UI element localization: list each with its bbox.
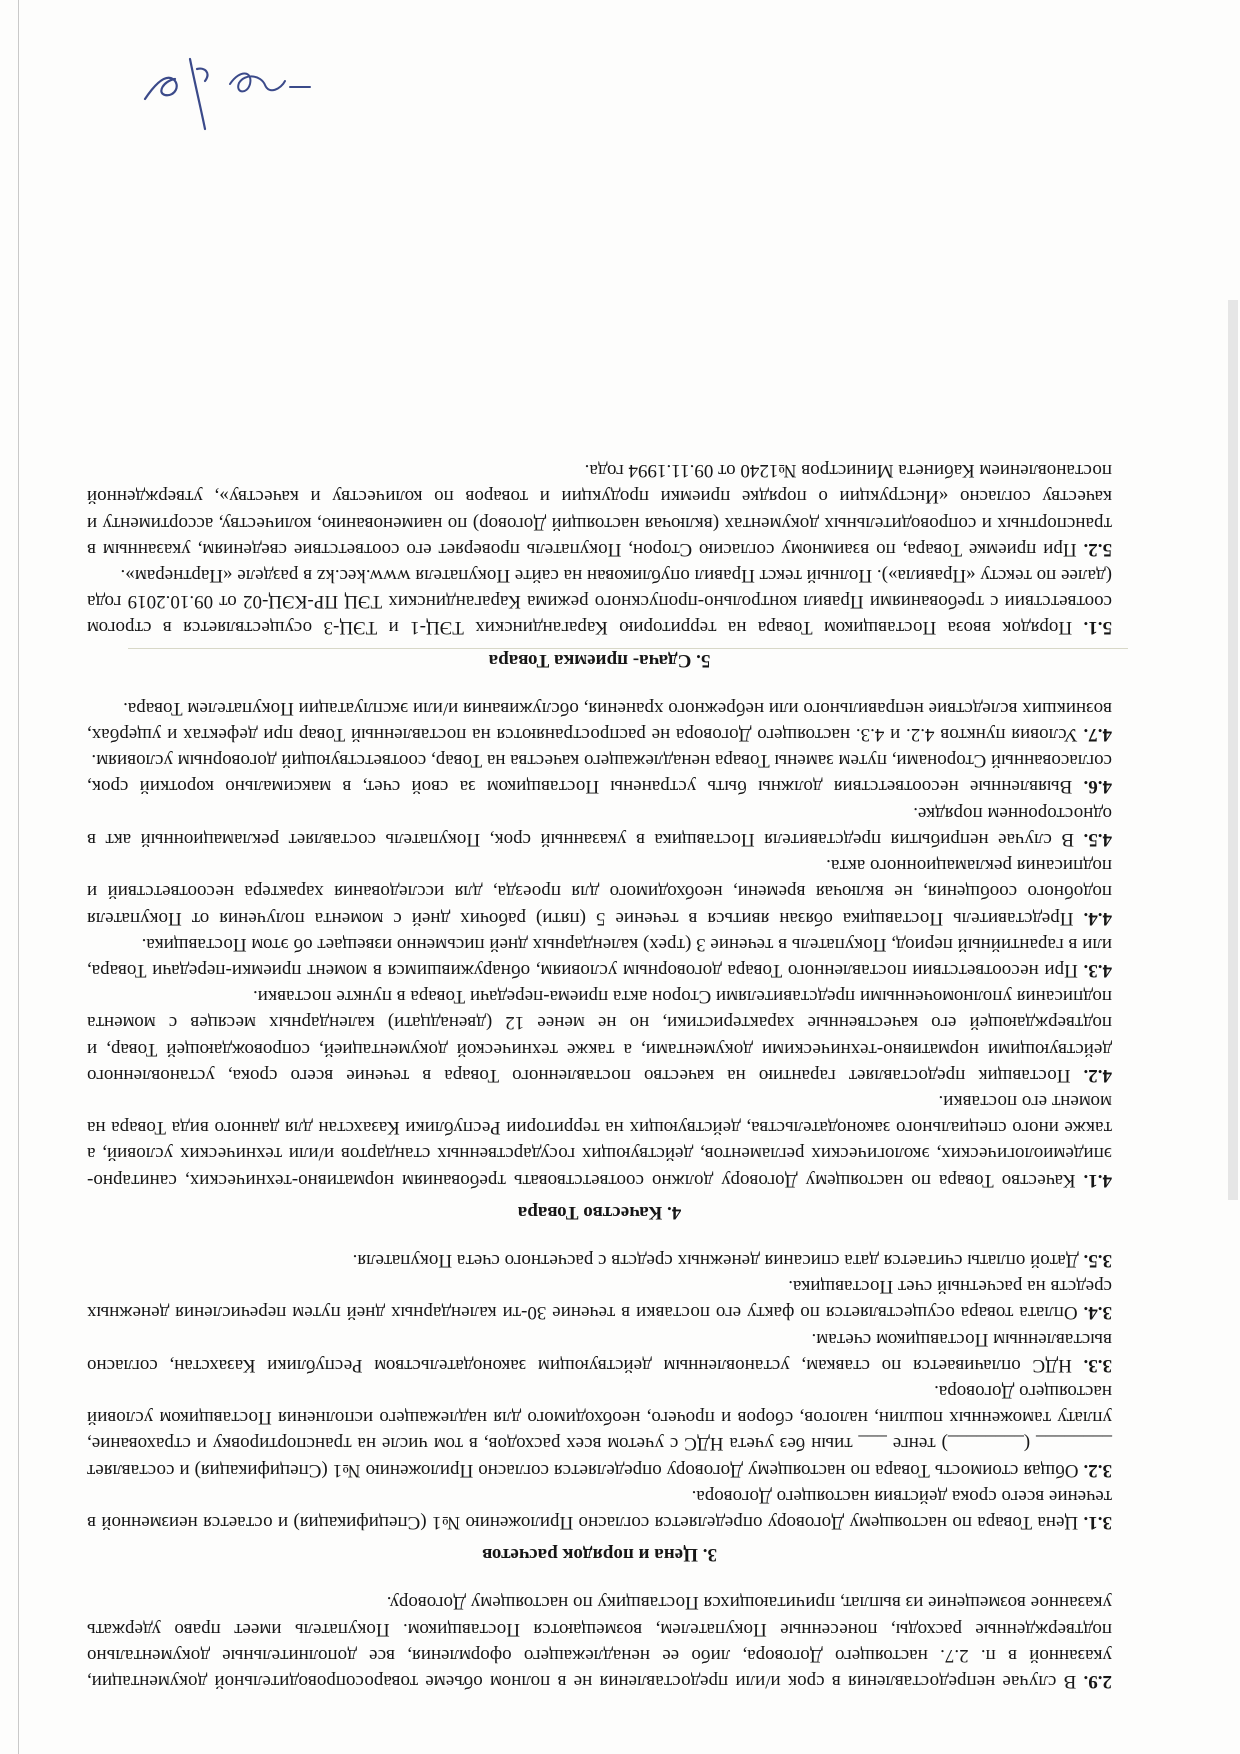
scan-fold-line (128, 648, 1128, 649)
paragraph-text: Общая стоимость Товара по настоящему Договору определяется согласно Приложению №1 (Спецификация) и составляет ________ (________) тенге ___ тиын без учета НДС с учетом всех расходов, в том числе на транспортировку и страхование, уплату таможенных пошлин, налогов, сборов и прочего, необходимого для надлежащего исполнения Поставщиком условий настоящего Договора. (87, 1380, 1112, 1481)
paragraph-text: Поставщик предоставляет гарантию на качество поставленного Товара в течение всего срока, установленного действующими нормативно-техническими документами, а также технической документацией, сопровождающей Товар, и подтверждающей его качественные характеристики, но не менее 12 (двенадцати) календарных месяцев с момента подписания уполномоченными представителями Сторон акта приема-передачи Товара в пункте поставки. (86, 986, 1112, 1086)
paragraph-5-1 (87, 562, 1112, 641)
paragraph-number: 2.9. (1083, 1671, 1112, 1692)
paragraph-number: 4.5. (1083, 828, 1112, 850)
paragraph-4-4 (87, 852, 1112, 931)
paragraph-number: 4.1. (1083, 1169, 1112, 1191)
paragraph-text: Представитель Поставщика обязан явиться в течение 5 (пяти) рабочих дней с момента получения от Покупателя подобного сообщения, не включая времени, необходимого для проезда, для исследования характера несоответствий и подписания рекламационного акта. (87, 855, 1112, 929)
paragraph-4-1 (87, 1088, 1112, 1193)
section-4-heading: 4. Качество Товара (517, 1201, 682, 1223)
paragraph-text: Оплата товара осуществляется по факту его поставки в течение 30-ти календарных дней путем перечисления денежных средств на расчетный счет Поставщика. (86, 1276, 1112, 1324)
paragraph-number: 4.4. (1083, 907, 1112, 929)
document-body (87, 457, 1112, 1694)
paragraph-number: 3.2. (1083, 1459, 1112, 1481)
paragraph-4-2 (87, 983, 1112, 1088)
paragraph-3-5 (87, 1247, 1112, 1273)
paragraph-number: 4.3. (1083, 959, 1112, 981)
paragraph-text: Датой оплаты считается дата списания денежных средств с расчетного счета Покупателя. (352, 1249, 1079, 1271)
paragraph-number: 4.2. (1083, 1064, 1112, 1086)
paragraph-number: 5.2. (1083, 538, 1112, 560)
paragraph-3-1 (87, 1483, 1112, 1535)
paragraph-text: При несоответствии поставленного Товара договорным условиям, обнаружившимся в момент приемки-передачи Товара, или в гарантийный период, Покупатель в течение 3 (трех) календарных дней письменно извещает об этом Поставщика. (86, 933, 1112, 981)
paragraph-2-9 (87, 1589, 1112, 1694)
paragraph-text: В случае непредоставления в срок и/или предоставления не в полном объеме товаросопроводительной документации, указанной в п. 2.7. настоящего Договора, либо ее ненадлежащего оформления, все дополнительные документально подтвержденные расходы, понесенные Покупателем, возмещаются Поставщиком. Покупатель имеет право удержать указанное возмещение из выплат, причитающихся Поставщику по настоящему Договору. (87, 1592, 1112, 1692)
paragraph-text: Выявленные несоответствия должны быть устранены Поставщиком за свой счет, в максимально короткий срок, согласованный Сторонами, путем замены Товара ненадлежащего качества на Товар, соответствующий договорным условиям. (87, 750, 1112, 798)
paragraph-4-3 (87, 931, 1112, 983)
paragraph-3-4 (87, 1273, 1112, 1325)
paragraph-3-3 (87, 1325, 1112, 1377)
paragraph-4-6 (87, 747, 1112, 799)
paragraph-number: 4.6. (1083, 776, 1112, 798)
paragraph-number: 3.5. (1083, 1249, 1112, 1271)
paragraph-text: При приемке Товара, по взаимному согласию Сторон, Покупатель проверяет его соответствие сведениям, указанным в транспортных и сопроводительных документах (включая настоящий Договор) по наименованию, количеству, ассортименту и качеству согласно «Инструкции о порядке приемки продукции и товаров по количеству и качеству», утвержденной постановлением Кабинета Министров №1240 от 09.11.1994 года. (87, 460, 1112, 560)
paragraph-text: В случае неприбытия представителя Поставщика в указанный срок, Покупатель составляет рекламационный акт в одностороннем порядке. (87, 802, 1112, 850)
paragraph-text: Порядок ввоза Поставщиком Товара на территорию Карагандинских ТЭЦ-1 и ТЭЦ-3 осуществляется в строгом соответствии с требованиями Правил контрольно-пропускного режима Карагандинских ТЭЦ ПР-КЭЦ-02 от 09.10.2019 года (далее по тексту «Правила»). Полный текст Правил опубликован на сайте Покупателя www.kec.kz в разделе «Партнерам». (86, 565, 1112, 639)
paragraph-text: НДС оплачивается по ставкам, установленным действующим законодательством Республики Казахстан, согласно выставленным Поставщиком счетам. (87, 1328, 1112, 1376)
paragraph-text: Качество Товара по настоящему Договору должно соответствовать требованиям нормативно-технических, санитарно-эпидемиологических, экологических регламентов, действующих государственных стандартов и/или технических условий, а также иного специального законодательства, действующих на территории Республики Казахстан для данного вида Товара на момент его поставки. (86, 1090, 1112, 1191)
paragraph-number: 4.7. (1083, 724, 1112, 746)
handwritten-signature (135, 29, 335, 139)
paragraph-number: 3.3. (1083, 1354, 1112, 1376)
paragraph-3-2 (87, 1378, 1112, 1483)
section-3-heading: 3. Цена и порядок расчетов (482, 1544, 717, 1566)
paragraph-number: 3.1. (1083, 1511, 1112, 1533)
paragraph-number: 3.4. (1083, 1302, 1112, 1324)
paragraph-text: Цена Товара по настоящему Договору определяется согласно Приложению №1 (Спецификация) и остается неизменной в течение всего срока действия настоящего Договора. (87, 1485, 1112, 1533)
paragraph-text: Условия пунктов 4.2. и 4.3. настоящего Договора не распространяются на поставленный Товар при дефектах и ущербах, возникших вследствие неправильного или небрежного хранения, обслуживания и/или эксплуатации Покупателем Товара. (87, 697, 1112, 746)
section-5-heading: 5. Сдача- приемка Товара (488, 649, 711, 671)
paragraph-4-7 (87, 695, 1112, 747)
paragraph-5-2 (87, 457, 1112, 562)
paragraph-4-5 (87, 800, 1112, 852)
paragraph-number: 5.1. (1083, 617, 1112, 639)
